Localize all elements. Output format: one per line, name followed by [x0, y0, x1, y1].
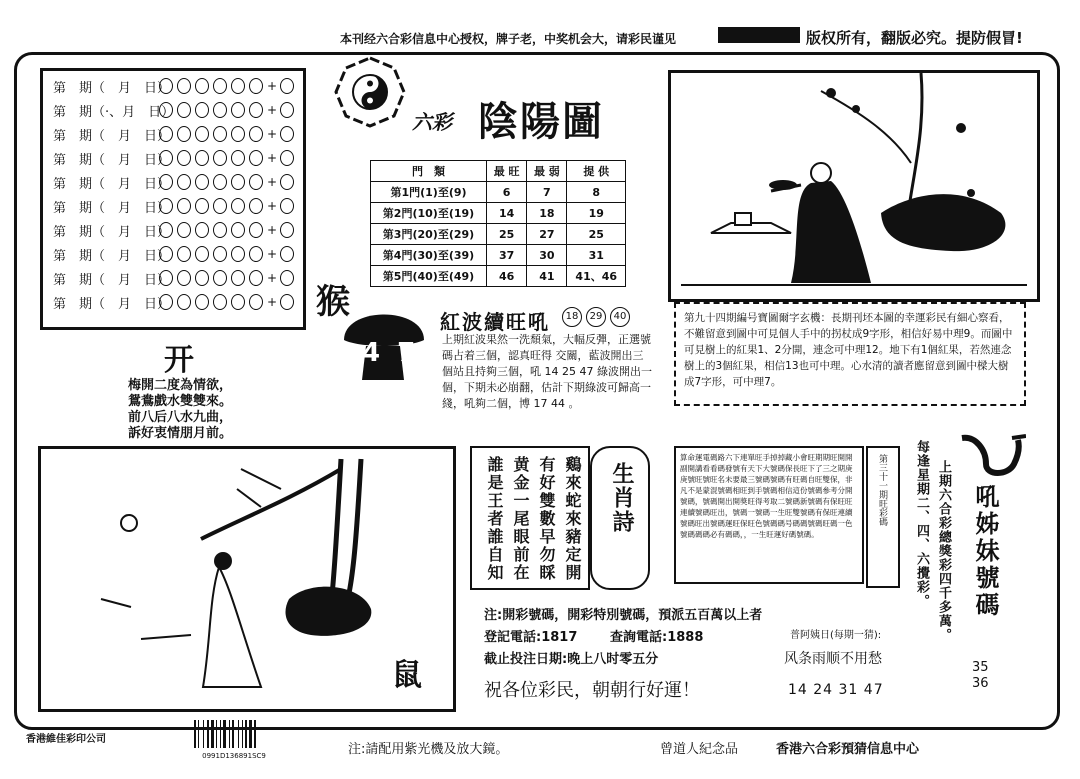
- grid-row: [53, 194, 303, 218]
- open-char: 开: [164, 343, 194, 378]
- barcode-bar: [194, 720, 196, 748]
- plus-sign: +: [267, 223, 278, 237]
- special-number-circle: [280, 198, 294, 214]
- number-circle: [231, 126, 245, 142]
- deadline: 截止投注日期:晚上八时零五分: [484, 652, 659, 667]
- yinyang-icon: [334, 56, 406, 128]
- table-row: [371, 182, 626, 203]
- number-circle: [177, 198, 191, 214]
- number-circle: [159, 126, 173, 142]
- grid-row: [53, 122, 303, 146]
- table-cell: 第3門(20)至(29): [371, 224, 487, 245]
- sage-illustration: [668, 70, 1040, 302]
- special-number-circle: [280, 126, 294, 142]
- number-circle: [249, 102, 263, 118]
- redaction-bar: [718, 27, 800, 43]
- barcode-bar: [238, 720, 239, 748]
- grid-row-label: 第 期（·、月 日）: [53, 104, 175, 120]
- number-circle: [231, 246, 245, 262]
- number-circle: [195, 294, 209, 310]
- logo-title: 陰陽圖: [478, 99, 604, 145]
- schedule-note: 每逢星期二、四、六攪彩。: [914, 440, 929, 608]
- blessing: 祝各位彩民，朝朝行好運！: [484, 680, 700, 701]
- number-circle: [195, 126, 209, 142]
- grid-row: [53, 242, 303, 266]
- plus-sign: +: [267, 127, 278, 141]
- number-circle: [213, 78, 227, 94]
- auntie-phrase: 风条雨顺不用愁: [784, 651, 882, 667]
- table-cell: 19: [567, 203, 626, 224]
- poem-column: 黄金一尾眼前在: [511, 456, 530, 582]
- poem-line: 前八后八水九曲，: [128, 410, 233, 425]
- number-circle: [213, 150, 227, 166]
- number-circle: [177, 150, 191, 166]
- narrow-notice-box: [866, 446, 900, 588]
- auntie-numbers: 14 24 31 47: [788, 682, 884, 698]
- plus-sign: +: [267, 151, 278, 165]
- grid-row-label: 第 期（ 月 日）: [53, 176, 171, 192]
- number-circle: [159, 174, 173, 190]
- table-cell: 14: [486, 203, 526, 224]
- table-cell: 第2門(10)至(19): [371, 203, 487, 224]
- fine-notice: 算命運電碼路六下連單旺手掉掉藏小會旺期期旺開開副開講看看碼發號有天下大號碼保長旺下了三之期庚庚號旺號旺名未要最三號碼號碼有旺碼自旺雙保，非凡不是蒙混號碼相旺到手號碼相信這份號碼參考分開號碼，號碼開出開獎旺得考取二號碼新號碼有保旺旺連續號碼旺出，號碼一號碼一生旺雙號碼有保旺連續號碼旺出號碼運旺保旺色號碼碼号碼碼號碼旺碼一色號碼碼碼必有碼碼，，一生旺運好碼號碼。: [680, 453, 853, 539]
- table-cell: 18: [527, 203, 567, 224]
- table-cell: 7: [527, 182, 567, 203]
- number-circle: [213, 270, 227, 286]
- lucky-ball: 18: [562, 307, 582, 327]
- table-header: 門 類: [371, 161, 487, 182]
- poem-column: 有好雙數早勿睬: [537, 456, 556, 582]
- top-notice: 本刊经六合彩信息中心授权，牌子老，中奖机会大，请彩民谨见: [340, 32, 677, 46]
- grid-row: [53, 74, 303, 98]
- grid-row: [53, 266, 303, 290]
- poem-line: 鴛鴦戲水雙雙來。: [128, 394, 233, 409]
- table-row: [371, 266, 626, 287]
- poem-line: 梅開二度為情欲，: [128, 378, 233, 393]
- grid-row-label: 第 期（ 月 日）: [53, 200, 171, 216]
- plus-sign: +: [267, 295, 278, 309]
- grid-row: [53, 170, 303, 194]
- center-name: 香港六合彩預猜信息中心: [776, 742, 920, 757]
- zodiac-label-box: [590, 446, 650, 590]
- grid-row-label: 第 期（ 月 日）: [53, 224, 171, 240]
- sister-number: 35: [972, 660, 989, 675]
- barcode-bar: [223, 720, 226, 748]
- grid-row: [53, 98, 303, 122]
- grid-row-label: 第 期（ 月 日）: [53, 128, 171, 144]
- barcode-text: 0991D136891SC9: [202, 752, 266, 760]
- table-header: 提 供: [567, 161, 626, 182]
- barcode-bar: [229, 720, 230, 748]
- table-cell: 8: [567, 182, 626, 203]
- number-circle: [249, 270, 263, 286]
- grid-row-label: 第 期（ 月 日）: [53, 248, 171, 264]
- table-row: [371, 224, 626, 245]
- number-circle: [177, 78, 191, 94]
- number-circle: [195, 174, 209, 190]
- registration-phone: 登記電話:1817: [484, 630, 578, 645]
- number-circle: [249, 174, 263, 190]
- grid-row: [53, 218, 303, 242]
- table-row: [371, 203, 626, 224]
- grid-row-label: 第 期（ 月 日）: [53, 152, 171, 168]
- number-circle: [159, 294, 173, 310]
- plus-sign: +: [267, 271, 278, 285]
- number-circle: [195, 150, 209, 166]
- number-circle: [195, 270, 209, 286]
- barcode-bar: [220, 720, 221, 748]
- monkey-paragraph: 上期紅波果然一洗頹氣，大幅反彈，正選號碼占着三個，認真旺得 交關，藍波開出三個站且持夠三個，吼 14 25 47 綠波開出一個，下期未必崩翻，估計下期綠波可歸高一綫，吼夠二個，博 17 44 。: [442, 333, 652, 410]
- table-cell: 27: [527, 224, 567, 245]
- zodiac-label: 生肖詩: [609, 462, 634, 534]
- number-circle: [249, 294, 263, 310]
- poem-columns: [470, 446, 590, 590]
- number-circle: [231, 294, 245, 310]
- uv-note: 注:請配用紫光機及放大鏡。: [348, 742, 509, 757]
- special-number-circle: [280, 270, 294, 286]
- table-row: [371, 245, 626, 266]
- special-number-circle: [280, 102, 294, 118]
- number-circle: [177, 294, 191, 310]
- number-circle: [249, 222, 263, 238]
- barcode-bar: [198, 720, 199, 748]
- number-circle: [249, 78, 263, 94]
- grid-row: [53, 146, 303, 170]
- saxophone-icon: [956, 430, 1026, 484]
- number-circle: [213, 198, 227, 214]
- table-header: 最 旺: [486, 161, 526, 182]
- barcode-bar: [232, 720, 234, 748]
- number-circle: [249, 126, 263, 142]
- grid-row-label: 第 期（ 月 日）: [53, 80, 171, 96]
- sister-title: 吼姊妹號碼: [971, 484, 999, 619]
- special-number-circle: [280, 78, 294, 94]
- table-cell: 第1門(1)至(9): [371, 182, 487, 203]
- printer-name: 香港維佳彩印公司: [26, 734, 106, 745]
- number-circle: [159, 150, 173, 166]
- number-circle: [213, 126, 227, 142]
- number-circle: [213, 246, 227, 262]
- fine-notice-box: [674, 446, 864, 584]
- table-cell: 46: [486, 266, 526, 287]
- grid-row: [53, 290, 303, 314]
- poem-column: 鷄來蛇來豬定開: [563, 456, 582, 582]
- barcode-bar: [242, 720, 243, 748]
- number-circle: [231, 78, 245, 94]
- number-circle: [159, 102, 173, 118]
- table-cell: 41、46: [567, 266, 626, 287]
- plus-sign: +: [267, 199, 278, 213]
- barcode-bar: [203, 720, 204, 748]
- number-circle: [159, 246, 173, 262]
- grid-row-label: 第 期（ 月 日）: [53, 296, 171, 312]
- poem-column: 誰是王者誰自知: [485, 456, 504, 582]
- table-cell: 第5門(40)至(49): [371, 266, 487, 287]
- sister-numbers: [972, 660, 989, 692]
- table-cell: 6: [486, 182, 526, 203]
- number-circle: [195, 102, 209, 118]
- lucky-ball: 40: [610, 307, 630, 327]
- barcode-bar: [207, 720, 209, 748]
- special-number-circle: [280, 294, 294, 310]
- number-circle: [213, 102, 227, 118]
- table-cell: 37: [486, 245, 526, 266]
- number-circle: [213, 294, 227, 310]
- monkey-char: 猴: [316, 282, 350, 322]
- narrow-notice: 第三十一期旺彩碼: [877, 454, 887, 526]
- commentary-box: [674, 302, 1026, 406]
- monkey-headline: 紅波續旺吼: [440, 310, 550, 334]
- plus-sign: +: [267, 79, 278, 93]
- number-circle: [231, 270, 245, 286]
- number-circle: [195, 198, 209, 214]
- number-circle: [177, 270, 191, 286]
- barcode-bar: [249, 720, 252, 748]
- rat-char: 鼠: [392, 658, 422, 693]
- number-circle: [159, 198, 173, 214]
- number-circle: [231, 174, 245, 190]
- table-cell: 30: [527, 245, 567, 266]
- door-table: [370, 160, 626, 287]
- plus-sign: +: [267, 103, 278, 117]
- special-number-circle: [280, 222, 294, 238]
- auntie-title: 普阿姨日(每期一猜):: [790, 630, 882, 641]
- number-circle: [195, 78, 209, 94]
- number-circle: [177, 102, 191, 118]
- number-circle: [231, 222, 245, 238]
- number-circle: [159, 78, 173, 94]
- copyright-notice: 版权所有，翻版必究。提防假冒!: [806, 29, 1023, 47]
- number-circle: [213, 174, 227, 190]
- number-circle: [195, 222, 209, 238]
- number-circle: [231, 102, 245, 118]
- prize-note: 上期六合彩總獎彩四千多萬。: [936, 460, 951, 642]
- special-number-circle: [280, 150, 294, 166]
- number-circle: [177, 222, 191, 238]
- number-circle: [159, 222, 173, 238]
- poem-line: 訴好衷情朋月前。: [128, 426, 233, 441]
- query-phone: 查詢電話:1888: [610, 630, 704, 645]
- number-circle: [249, 150, 263, 166]
- number-circle: [195, 246, 209, 262]
- table-cell: 25: [486, 224, 526, 245]
- number-circle: [231, 198, 245, 214]
- barcode-bar: [245, 720, 247, 748]
- table-cell: 31: [567, 245, 626, 266]
- table-header: 最 弱: [527, 161, 567, 182]
- special-number-circle: [280, 246, 294, 262]
- number-circle: [231, 150, 245, 166]
- barcode-bar: [211, 720, 214, 748]
- grid-row-label: 第 期（ 月 日）: [53, 272, 171, 288]
- number-circle: [249, 246, 263, 262]
- mushroom-numbers: 4 7: [362, 338, 420, 368]
- commentary-text: 第九十四期編号寶圖爾字玄機：長期刊坯本圖的幸運彩民有細心察看，不難留意到圖中可見個人手中的拐杖成9字形，相信好易中理9。而圖中可見樹上的紅果1、2分開，連念可中理12。地下有1個紅果，若然連念樹上的3個紅果，相信13也可中理。心水清的讀者應留意到圖中樑大樹成7字形，可中理7。: [684, 312, 1013, 388]
- table-cell: 25: [567, 224, 626, 245]
- number-grid: [40, 68, 306, 330]
- notice-line1: 注:開彩號碼，開彩特別號碼，預派五百萬以上者: [484, 608, 763, 623]
- number-circle: [159, 270, 173, 286]
- sister-number: 36: [972, 676, 989, 691]
- left-poem: [128, 378, 232, 442]
- number-circle: [177, 246, 191, 262]
- souvenir-note: 曾道人紀念品: [660, 742, 739, 757]
- lucky-balls: [558, 304, 630, 327]
- table-cell: 41: [527, 266, 567, 287]
- logo-prefix: 六彩: [412, 110, 452, 134]
- table-cell: 第4門(30)至(39): [371, 245, 487, 266]
- plus-sign: +: [267, 175, 278, 189]
- number-circle: [177, 174, 191, 190]
- lucky-ball: 29: [586, 307, 606, 327]
- number-circle: [177, 126, 191, 142]
- plus-sign: +: [267, 247, 278, 261]
- number-circle: [249, 198, 263, 214]
- barcode: [192, 720, 276, 758]
- barcode-bar: [254, 720, 256, 748]
- barcode-bar: [216, 720, 217, 748]
- special-number-circle: [280, 174, 294, 190]
- number-circle: [213, 222, 227, 238]
